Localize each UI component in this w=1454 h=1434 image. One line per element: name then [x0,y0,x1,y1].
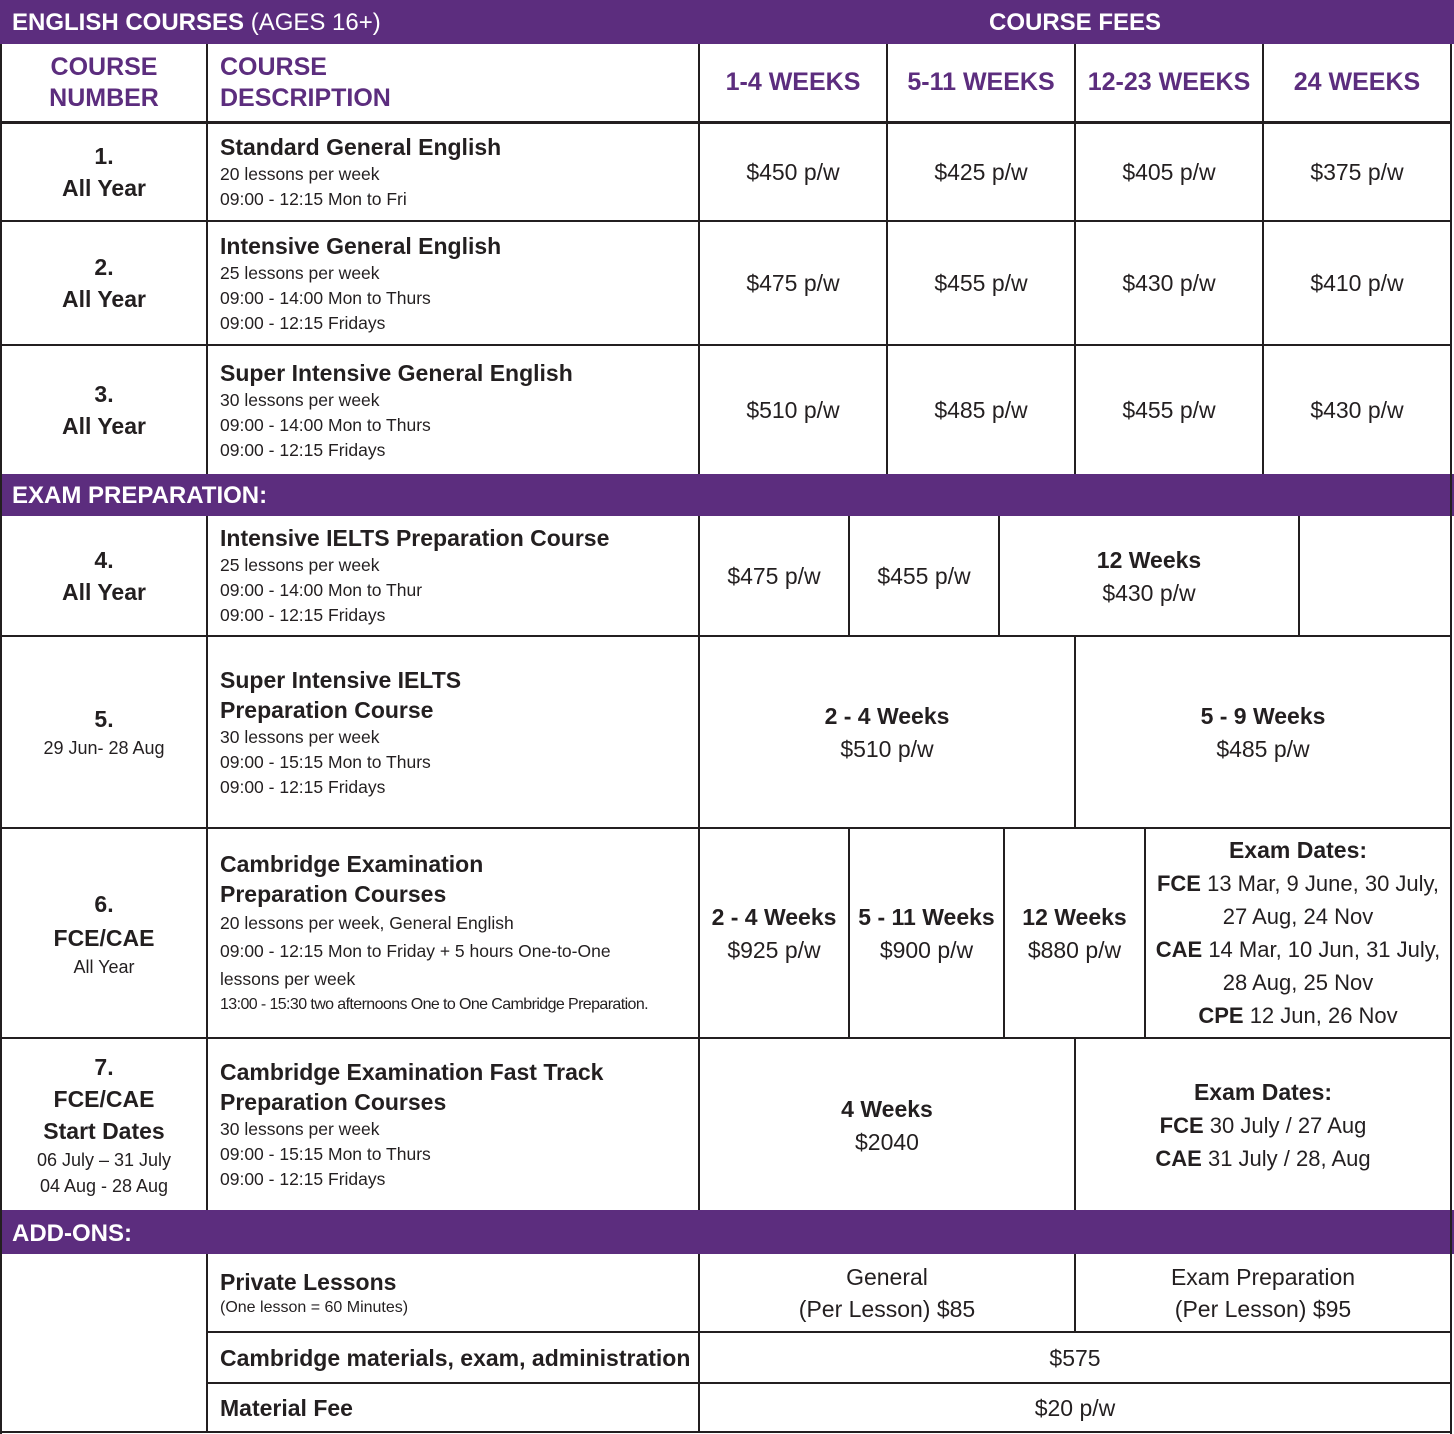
exam-dates-fce [1157,867,1439,900]
price-value: $485 p/w [1216,736,1310,762]
course-detail: 30 lessons per week [220,1119,380,1139]
course-6-price-2 [850,829,1003,1037]
exam-dates-value: 14 Mar, 10 Jun, 31 July, [1208,937,1441,962]
header-title [12,9,381,37]
course-2-price-5-11: $455 p/w [934,270,1028,296]
course-exam-type: FCE/CAE [53,1085,155,1112]
course-number: 3. [94,381,114,407]
divider [1298,516,1300,636]
price-label: 5 - 11 Weeks [858,904,995,930]
price-value: $925 p/w [727,937,821,963]
course-title: Super Intensive IELTS [220,666,462,693]
course-availability: All Year [62,175,146,201]
course-number: 1. [94,143,114,169]
exam-dates-cae [1155,1142,1370,1175]
exam-dates-value: 27 Aug, 24 Nov [1222,904,1374,929]
course-detail: 09:00 - 15:15 Mon to Thurs [220,1144,431,1164]
addon-price-label: Exam Preparation [1170,1263,1356,1290]
addon-title: Private Lessons [220,1268,397,1295]
col-header-5-11-weeks: 5-11 WEEKS [907,68,1055,96]
price-label: 4 Weeks [841,1095,933,1122]
course-detail: 09:00 - 12:15 Mon to Fri [220,189,407,209]
course-start-dates-label: Start Dates [43,1117,165,1144]
course-5-description [208,637,698,827]
course-number: 6. [94,891,114,917]
course-detail: 30 lessons per week [220,389,380,410]
course-6-price-3 [1005,829,1144,1037]
exam-label-fce: FCE [1159,1112,1204,1138]
course-title: Preparation Courses [220,881,447,907]
course-detail: 30 lessons per week [220,726,380,747]
course-availability: All Year [62,413,146,439]
course-number: 2. [94,254,114,280]
course-detail: 09:00 - 14:00 Mon to Thurs [220,414,431,435]
course-availability: 29 Jun- 28 Aug [43,738,165,758]
exam-label-fce: FCE [1156,871,1201,896]
addon-cambridge-price: $575 [1049,1344,1101,1371]
course-title: Preparation Courses [220,1089,447,1115]
exam-dates-title: Exam Dates: [1228,837,1368,863]
course-5-price-2 [1076,637,1450,827]
price-value: $900 p/w [879,937,974,963]
exam-label-cae: CAE [1155,1145,1202,1171]
exam-dates-value: 30 July / 27 Aug [1209,1112,1367,1138]
exam-label-cpe: CPE [1198,1003,1244,1028]
course-availability: All Year [73,957,135,977]
exam-dates-value: 12 Jun, 26 Nov [1249,1003,1398,1028]
addon-price-value: (Per Lesson) $95 [1174,1295,1352,1322]
course-title: Intensive IELTS Preparation Course [220,525,610,551]
course-title: Preparation Course [220,696,434,723]
course-number: 7. [94,1053,114,1080]
addon-material-fee: Material Fee [220,1394,353,1421]
course-1-price-24: $375 p/w [1310,159,1404,185]
course-3-price-24: $430 p/w [1310,397,1404,423]
addon-private-lessons [208,1254,698,1331]
course-detail: 09:00 - 12:15 Fridays [220,605,386,625]
addon-material-price: $20 p/w [1034,1394,1116,1421]
course-3-price-1-4: $510 p/w [746,397,840,423]
course-detail: 09:00 - 15:15 Mon to Thurs [220,751,431,772]
course-detail: 09:00 - 14:00 Mon to Thur [220,580,423,600]
exam-label-cae: CAE [1155,937,1203,962]
price-label: 2 - 4 Weeks [711,904,837,930]
course-detail: 09:00 - 12:15 Fridays [220,1169,386,1189]
col-header-1-4-weeks: 1-4 WEEKS [725,68,861,96]
course-detail: 25 lessons per week [220,262,380,283]
course-availability: All Year [62,578,146,605]
course-1-price-1-4: $450 p/w [746,159,840,185]
course-title: Intensive General English [220,232,502,259]
course-number: 4. [94,546,114,573]
price-label: 2 - 4 Weeks [824,703,950,729]
col-header-number-line2: NUMBER [49,83,159,112]
addon-cambridge-materials: Cambridge materials, exam, administration [220,1344,691,1371]
addon-price-label: General [846,1263,928,1290]
course-1-number [2,124,206,220]
price-label: 12 Weeks [1022,904,1127,930]
course-4-description [208,516,698,635]
exam-dates-title: Exam Dates: [1193,1078,1333,1105]
exam-dates-value: 28 Aug, 25 Nov [1222,970,1374,995]
price-label: 12 Weeks [1096,546,1202,573]
addon-price-value: (Per Lesson) $85 [798,1295,976,1322]
exam-dates-value: 31 July / 28, Aug [1207,1145,1371,1171]
course-detail: 20 lessons per week, General English [220,913,514,933]
border-right [1450,44,1452,1434]
course-availability: All Year [62,286,146,312]
course-7-price [700,1039,1074,1210]
course-6-description [208,829,698,1037]
course-3-number [2,346,206,474]
course-detail: 13:00 - 15:30 two afternoons One to One Cambridge Preparation. [220,996,648,1013]
col-header-number-line1: COURSE [50,52,158,81]
exam-section-title: EXAM PREPARATION: [12,482,268,509]
course-title: Cambridge Examination Fast Track [220,1059,604,1085]
course-2-description [208,222,698,344]
exam-dates-fce [1160,1109,1367,1142]
course-1-description [208,124,698,220]
course-start-date: 06 July – 31 July [36,1149,172,1170]
course-start-date: 04 Aug - 28 Aug [39,1175,169,1196]
course-3-price-5-11: $485 p/w [934,397,1028,423]
exam-dates-cae [1156,933,1441,966]
price-value: $510 p/w [840,736,934,762]
course-exam-type: FCE/CAE [53,925,155,951]
course-6-price-1 [700,829,848,1037]
course-7-exam-dates [1076,1039,1450,1210]
price-value: $880 p/w [1027,937,1122,963]
course-5-number [2,637,206,827]
course-2-price-1-4: $475 p/w [746,270,840,296]
addons-section-title: ADD-ONS: [12,1220,132,1247]
course-detail: 09:00 - 12:15 Fridays [220,312,386,333]
col-header-course-description [208,44,698,121]
course-title: Super Intensive General English [220,359,573,386]
course-4-price-3 [1000,516,1298,635]
addon-note: (One lesson = 60 Minutes) [220,1298,409,1316]
course-2-price-12-23: $430 p/w [1122,270,1216,296]
header-title-text: ENGLISH COURSES [12,9,245,36]
course-title: Cambridge Examination [220,851,484,877]
course-3-price-12-23: $455 p/w [1122,397,1216,423]
course-detail: 09:00 - 12:15 Mon to Friday + 5 hours One-to-One [220,941,611,961]
col-header-desc-line1: COURSE [220,52,327,81]
col-header-12-23-weeks: 12-23 WEEKS [1087,68,1251,96]
border-bottom [0,1431,1452,1433]
course-6-number [2,829,206,1037]
col-header-24-weeks: 24 WEEKS [1293,68,1421,96]
course-detail: 25 lessons per week [220,555,380,575]
header-ages: (AGES 16+) [250,9,381,36]
col-header-course-number [2,44,206,121]
course-detail: 09:00 - 12:15 Fridays [220,776,386,797]
price-value: $430 p/w [1102,579,1196,606]
addons-section-bar [0,1210,1454,1254]
course-2-number [2,222,206,344]
course-detail: 09:00 - 12:15 Fridays [220,439,386,460]
exam-dates-cpe [1198,999,1397,1032]
course-7-description [208,1039,698,1210]
course-1-price-5-11: $425 p/w [934,159,1028,185]
course-4-number [2,516,206,635]
course-7-number [2,1039,206,1210]
price-label: 5 - 9 Weeks [1200,703,1326,729]
course-fees-title: COURSE FEES [988,9,1162,36]
course-detail: 20 lessons per week [220,164,380,184]
course-3-description [208,346,698,474]
course-number: 5. [94,706,114,732]
course-4-price-1: $475 p/w [727,562,821,589]
course-1-price-12-23: $405 p/w [1122,159,1216,185]
exam-dates-value: 13 Mar, 9 June, 30 July, [1207,871,1440,896]
addon-exam-price [1076,1254,1450,1331]
course-4-price-2: $455 p/w [877,562,971,589]
course-title: Standard General English [220,134,502,160]
course-5-price-1 [700,637,1074,827]
course-detail: lessons per week [220,969,356,989]
course-2-price-24: $410 p/w [1310,270,1404,296]
col-header-desc-line2: DESCRIPTION [220,83,391,112]
course-detail: 09:00 - 14:00 Mon to Thurs [220,287,431,308]
price-value: $2040 [855,1128,919,1155]
course-6-exam-dates [1146,829,1450,1037]
addon-general-price [700,1254,1074,1331]
